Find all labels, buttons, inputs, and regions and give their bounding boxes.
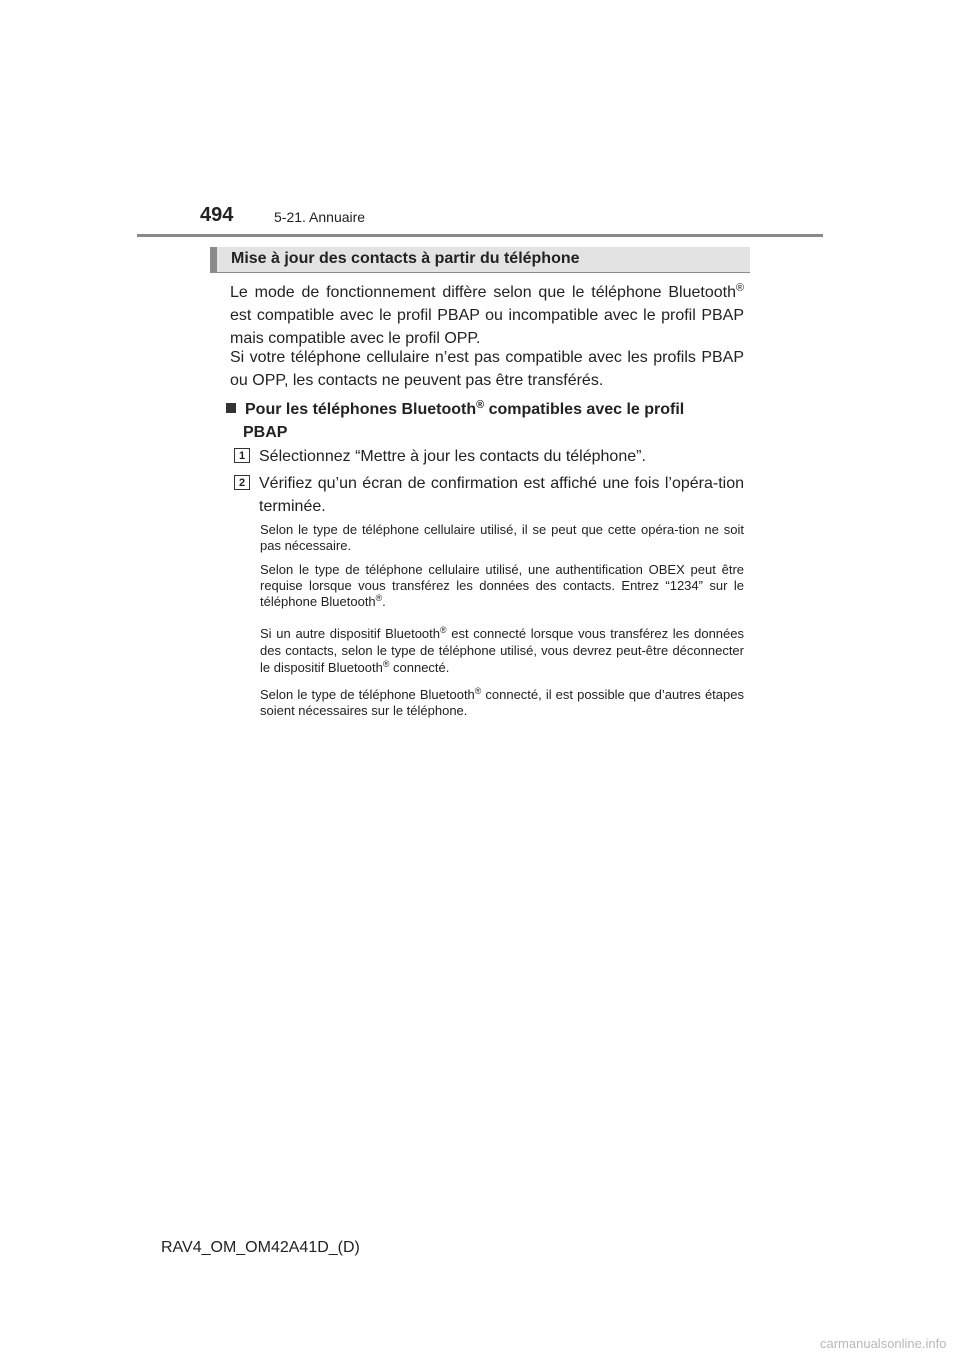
note-1	[260, 522, 744, 554]
registered-mark: ®	[382, 659, 390, 670]
step-number-box: 2	[234, 475, 250, 490]
note-4	[260, 687, 744, 719]
registered-mark: ®	[474, 686, 482, 697]
intro-paragraph-2	[230, 346, 744, 392]
intro-text-a: Le mode de fonctionnement diffère selon que le téléphone Bluetooth	[230, 284, 736, 301]
note-2-text-a: Selon le type de téléphone cellulaire utilisé, une authentification OBEX peut être requise lorsque vous transférez les données des contacts. Entrez “1234” sur le téléphone Bluetooth	[260, 562, 744, 609]
section-heading	[210, 247, 750, 273]
note-4-text-a: Selon le type de téléphone Bluetooth	[260, 687, 475, 702]
note-4-text-b: connecté, il est possible que d’autres étapes soient nécessaires sur le téléphone.	[260, 687, 744, 718]
registered-mark: ®	[440, 625, 447, 636]
header-rule	[137, 234, 823, 237]
section-heading-text: Mise à jour des contacts à partir du téléphone	[231, 250, 580, 267]
subsection-heading	[226, 398, 744, 444]
note-2-text-b: .	[382, 594, 386, 609]
section-label: 5-21. Annuaire	[274, 209, 366, 225]
page-number: 494	[200, 204, 234, 226]
step-text: Sélectionnez “Mettre à jour les contacts du téléphone”.	[259, 448, 646, 465]
note-3-text-a: Si un autre dispositif Bluetooth	[260, 626, 440, 641]
intro-paragraph-1	[230, 281, 744, 350]
registered-mark: ®	[375, 593, 383, 604]
subsection-title-a: Pour les téléphones Bluetooth	[245, 401, 477, 418]
step-text: Vérifiez qu’un écran de confirmation est affiché une fois l’opéra-tion terminée.	[259, 475, 744, 515]
note-3-text-b: est connecté lorsque vous transférez les données des contacts, selon le type de téléphone utilisé, vous devrez peut-être déconnecter le dispositif Bluetooth	[260, 626, 744, 675]
note-2	[260, 562, 744, 610]
heading-underline	[210, 272, 750, 273]
registered-mark: ®	[735, 282, 744, 295]
intro-text-b: est compatible avec le profil PBAP ou incompatible avec le profil PBAP mais compatible avec le profil OPP.	[230, 307, 744, 347]
intro-text-c: Si votre téléphone cellulaire n’est pas compatible avec les profils PBAP ou OPP, les contacts ne peuvent pas être transférés.	[230, 349, 744, 389]
note-1-text: Selon le type de téléphone cellulaire utilisé, il se peut que cette opéra-tion ne soit pas nécessaire.	[260, 522, 744, 553]
note-3-text-c: connecté.	[393, 660, 450, 675]
subsection-title-b: compatibles avec le profil	[488, 401, 685, 418]
step-number-box: 1	[234, 448, 250, 463]
note-3	[260, 625, 744, 676]
footer-document-code: RAV4_OM_OM42A41D_(D)	[161, 1239, 360, 1256]
registered-mark: ®	[476, 399, 485, 412]
subsection-title-c: PBAP	[243, 424, 288, 441]
square-bullet-icon	[226, 403, 236, 413]
watermark: carmanualsonline.info	[820, 1336, 947, 1351]
